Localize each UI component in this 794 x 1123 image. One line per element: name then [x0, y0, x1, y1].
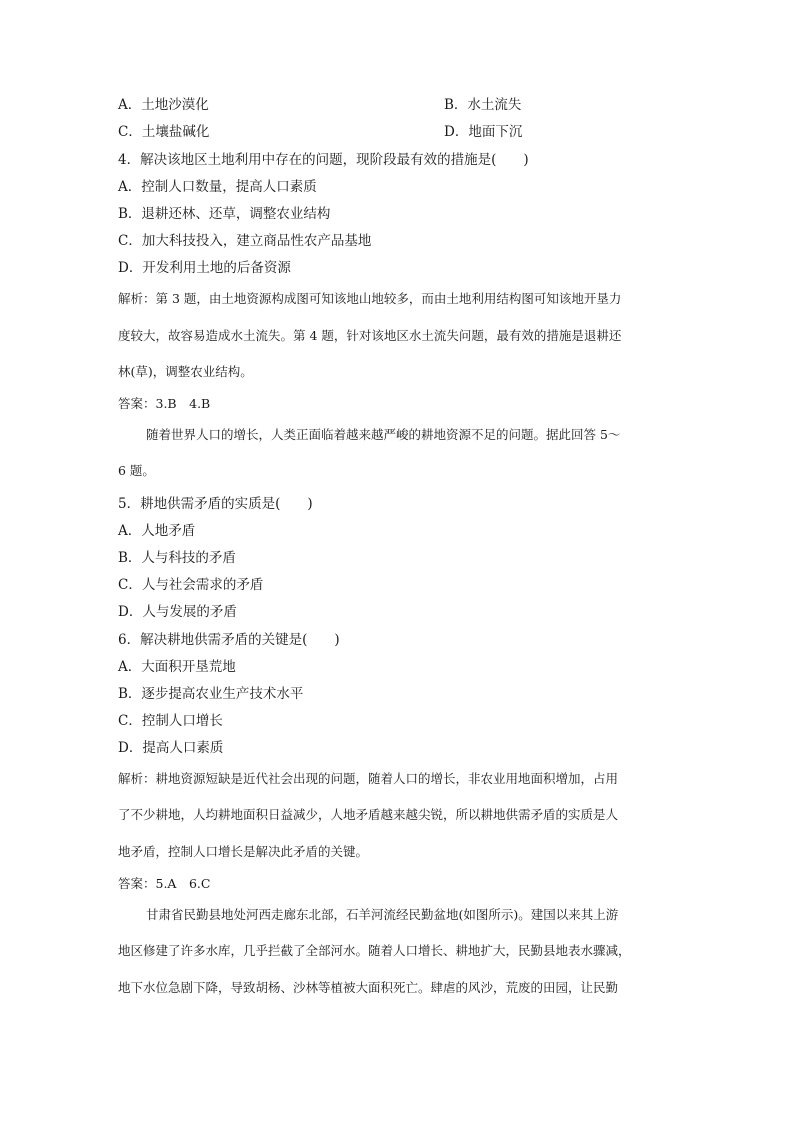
intro3-line-2: 地区修建了许多水库，几乎拦截了全部河水。随着人口增长、耕地扩大，民勤县地表水骤减， — [118, 943, 631, 958]
q6-option-d: D．提高人口素质 — [118, 740, 224, 756]
q3-option-d: D．地面下沉 — [444, 124, 523, 140]
q4-option-d: D．开发利用土地的后备资源 — [118, 260, 291, 276]
analysis2-line-1: 解析：耕地资源短缺是近代社会出现的问题，随着人口的增长，非农业用地面积增加，占用 — [118, 771, 619, 786]
intro2-line-1: 随着世界人口的增长，人类正面临着越来越严峻的耕地资源不足的问题。据此回答 5～ — [146, 427, 621, 442]
analysis2-line-2: 了不少耕地，人均耕地面积日益减少，人地矛盾越来越尖锐，所以耕地供需矛盾的实质是人 — [118, 807, 619, 822]
q6-option-b: B．逐步提高农业生产技术水平 — [118, 686, 304, 702]
analysis1-line-3: 林(草)，调整农业结构。 — [118, 364, 253, 379]
q6-option-a: A．大面积开垦荒地 — [118, 659, 236, 675]
q6-option-c: C．控制人口增长 — [118, 713, 223, 729]
answer1: 答案：3.B 4.B — [118, 396, 211, 411]
q4-option-b: B．退耕还林、还草，调整农业结构 — [118, 206, 331, 222]
analysis2-line-3: 地矛盾，控制人口增长是解决此矛盾的关键。 — [118, 844, 369, 859]
q3-option-c: C．土壤盐碱化 — [118, 124, 210, 140]
q5-stem: 5．耕地供需矛盾的实质是( ) — [118, 496, 313, 512]
intro2-line-2: 6 题。 — [118, 463, 155, 478]
q5-option-d: D．人与发展的矛盾 — [118, 604, 237, 620]
answer2: 答案：5.A 6.C — [118, 876, 211, 891]
q4-option-a: A．控制人口数量，提高人口素质 — [118, 179, 317, 195]
q5-option-b: B．人与科技的矛盾 — [118, 550, 236, 566]
q3-option-row-2 — [118, 122, 523, 142]
intro3-line-1: 甘肃省民勤县地处河西走廊东北部，石羊河流经民勤盆地(如图所示)。建国以来其上游 — [146, 907, 619, 922]
q4-option-c: C．加大科技投入，建立商品性农产品基地 — [118, 233, 372, 249]
q3-option-a: A．土地沙漠化 — [118, 97, 209, 113]
q6-stem: 6．解决耕地供需矛盾的关键是( ) — [118, 632, 340, 648]
q3-option-row-1 — [118, 95, 522, 115]
analysis1-line-1: 解析：第 3 题，由土地资源构成图可知该地山地较多，而由土地利用结构图可知该地开垦力 — [118, 291, 622, 306]
q4-stem: 4．解决该地区土地利用中存在的问题，现阶段最有效的措施是( ) — [118, 152, 529, 168]
q5-option-c: C．人与社会需求的矛盾 — [118, 577, 264, 593]
intro3-line-3: 地下水位急剧下降，导致胡杨、沙林等植被大面积死亡。肆虐的风沙，荒废的田园，让民勤 — [118, 980, 619, 995]
analysis1-line-2: 度较大，故容易造成水土流失。第 4 题，针对该地区水土流失问题，最有效的措施是退耕还 — [118, 328, 622, 343]
q3-option-b: B．水土流失 — [444, 97, 522, 113]
q5-option-a: A．人地矛盾 — [118, 523, 196, 539]
